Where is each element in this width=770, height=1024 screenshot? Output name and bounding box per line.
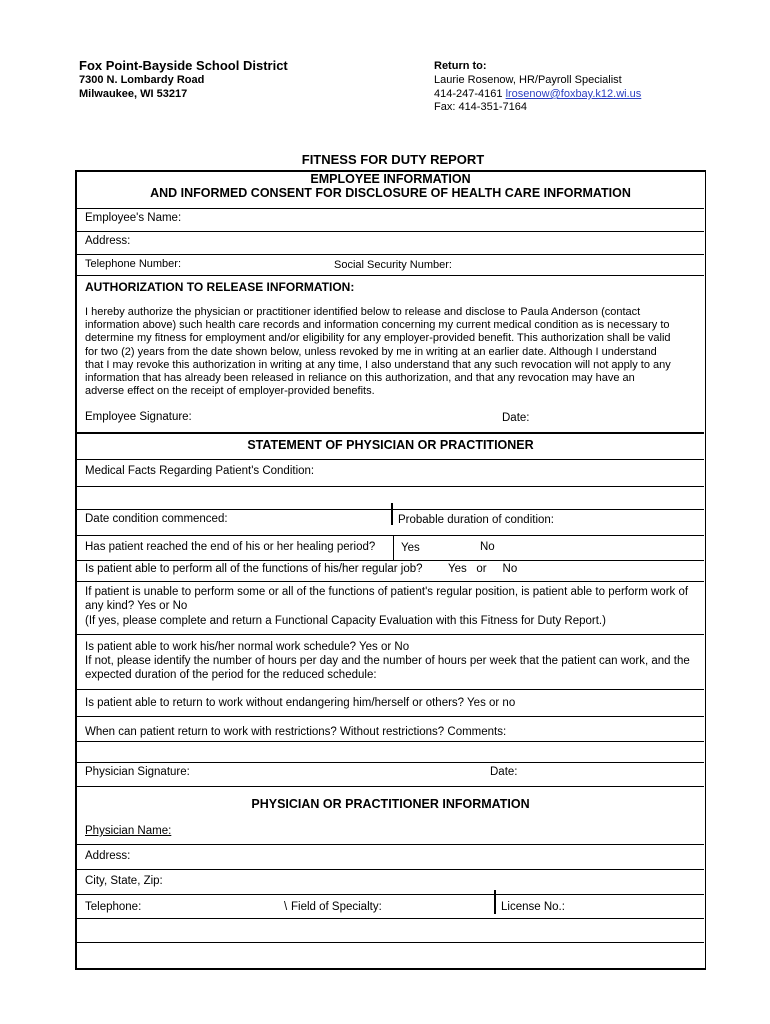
employee-info-heading: EMPLOYEE INFORMATION xyxy=(310,172,471,186)
healing-no-option[interactable]: No xyxy=(480,541,495,553)
employee-phone-field[interactable]: Telephone Number: xyxy=(85,258,182,270)
consent-heading: AND INFORMED CONSENT FOR DISCLOSURE OF HEALTH CARE INFORMATION xyxy=(150,186,631,200)
authorization-line: information above) such health care records and information concerning my current medical condition as is necessary to xyxy=(85,319,670,332)
perform-functions-question: Is patient able to perform all of the functions of his/her regular job? xyxy=(85,563,423,575)
physician-phone-field[interactable]: Telephone: xyxy=(85,901,142,913)
healing-yes-option[interactable]: Yes xyxy=(401,542,420,554)
date-commenced-field[interactable]: Date condition commenced: xyxy=(85,513,228,525)
authorization-line: information that has already been released in reliance on this authorization, and that any revocation may have an xyxy=(85,372,635,385)
physician-date-field[interactable]: Date: xyxy=(490,766,518,778)
divider xyxy=(77,560,704,561)
physician-signature-field[interactable]: Physician Signature: xyxy=(85,766,190,778)
authorization-line: that I may revoke this authorization in writing at any time, I also understand that any such revocation will not apply to any xyxy=(85,358,671,371)
divider xyxy=(77,762,704,763)
form-title: FITNESS FOR DUTY REPORT xyxy=(301,152,485,167)
divider xyxy=(393,535,394,560)
divider xyxy=(77,918,704,919)
divider xyxy=(77,716,704,717)
divider xyxy=(77,634,704,635)
field-of-specialty-field[interactable]: Field of Specialty: xyxy=(291,901,382,913)
employee-signature-field[interactable]: Employee Signature: xyxy=(85,411,192,423)
contact-name: Laurie Rosenow, HR/Payroll Specialist xyxy=(434,74,622,86)
divider xyxy=(77,894,704,895)
perform-functions-options[interactable]: Yes or No xyxy=(448,563,518,575)
medical-facts-field[interactable]: Medical Facts Regarding Patient's Condition: xyxy=(85,465,315,477)
probable-duration-field[interactable]: Probable duration of condition: xyxy=(398,514,554,526)
divider xyxy=(77,535,704,536)
divider xyxy=(494,890,496,914)
authorization-line: I hereby authorize the physician or practitioner identified below to release and disclose to Paula Anderson (contact xyxy=(85,306,641,318)
physician-address-field[interactable]: Address: xyxy=(85,850,131,862)
divider xyxy=(77,486,704,487)
district-name: Fox Point-Bayside School District xyxy=(79,58,288,73)
healing-period-question: Has patient reached the end of his or her healing period? xyxy=(85,541,376,553)
normal-schedule-question[interactable]: Is patient able to work his/her normal work schedule? Yes or No xyxy=(85,641,410,653)
authorization-paragraph xyxy=(85,306,697,398)
divider xyxy=(77,581,704,582)
physician-city-field[interactable]: City, State, Zip: xyxy=(85,875,163,887)
divider xyxy=(77,208,704,209)
contact-phone: 414-247-4161 xyxy=(434,88,503,100)
physician-statement-heading: STATEMENT OF PHYSICIAN OR PRACTITIONER xyxy=(247,438,534,452)
fce-instruction: (If yes, please complete and return a Functional Capacity Evaluation with this Fitness for Duty Report.) xyxy=(85,615,606,627)
physician-name-field[interactable]: Physician Name: xyxy=(85,825,172,837)
divider xyxy=(77,741,704,742)
employee-ssn-field[interactable]: Social Security Number: xyxy=(334,259,452,271)
divider xyxy=(77,942,704,943)
authorization-line: for two (2) years from the date shown below, unless revoked by me in writing at an earlier date. Although I understand xyxy=(85,345,657,358)
district-address-line1: 7300 N. Lombardy Road xyxy=(79,74,205,86)
contact-fax: Fax: 414-351-7164 xyxy=(434,101,527,113)
unable-to-perform-line: If patient is unable to perform some or all of the functions of patient's regular position, is patient able to perform work of xyxy=(85,586,689,598)
restrictions-question[interactable]: When can patient return to work with restrictions? Without restrictions? Comments: xyxy=(85,726,507,738)
specialty-separator-icon: \ xyxy=(284,901,288,913)
divider xyxy=(77,786,704,787)
district-address-line2: Milwaukee, WI 53217 xyxy=(79,88,188,100)
endangering-question[interactable]: Is patient able to return to work without endangering him/herself or others? Yes or no xyxy=(85,697,516,709)
divider xyxy=(77,432,704,434)
divider xyxy=(77,844,704,845)
reduced-schedule-line: If not, please identify the number of hours per day and the number of hours per week that the patient can work, and the xyxy=(85,655,690,667)
divider xyxy=(77,254,704,255)
physician-info-heading: PHYSICIAN OR PRACTITIONER INFORMATION xyxy=(251,797,530,811)
employee-name-field[interactable]: Employee's Name: xyxy=(85,212,182,224)
divider xyxy=(77,869,704,870)
authorization-heading: AUTHORIZATION TO RELEASE INFORMATION: xyxy=(85,280,355,294)
contact-phone-email xyxy=(434,88,641,100)
divider xyxy=(77,689,704,690)
employee-date-field[interactable]: Date: xyxy=(502,412,530,424)
divider xyxy=(77,275,704,276)
divider xyxy=(77,231,704,232)
employee-address-field[interactable]: Address: xyxy=(85,235,131,247)
authorization-line: determine my fitness for employment and/or eligibility for any employer-provided benefit. This authorization shall be valid xyxy=(85,332,671,345)
divider xyxy=(391,503,393,525)
reduced-schedule-duration: expected duration of the period for the reduced schedule: xyxy=(85,669,377,681)
authorization-line: adverse effect on the receipt of employer-provided benefits. xyxy=(85,385,375,398)
return-to-label: Return to: xyxy=(434,60,487,72)
contact-email-link[interactable]: lrosenow@foxbay.k12.wi.us xyxy=(505,88,642,100)
divider xyxy=(77,459,704,460)
license-number-field[interactable]: License No.: xyxy=(501,901,565,913)
any-kind-question[interactable]: any kind? Yes or No xyxy=(85,600,188,612)
